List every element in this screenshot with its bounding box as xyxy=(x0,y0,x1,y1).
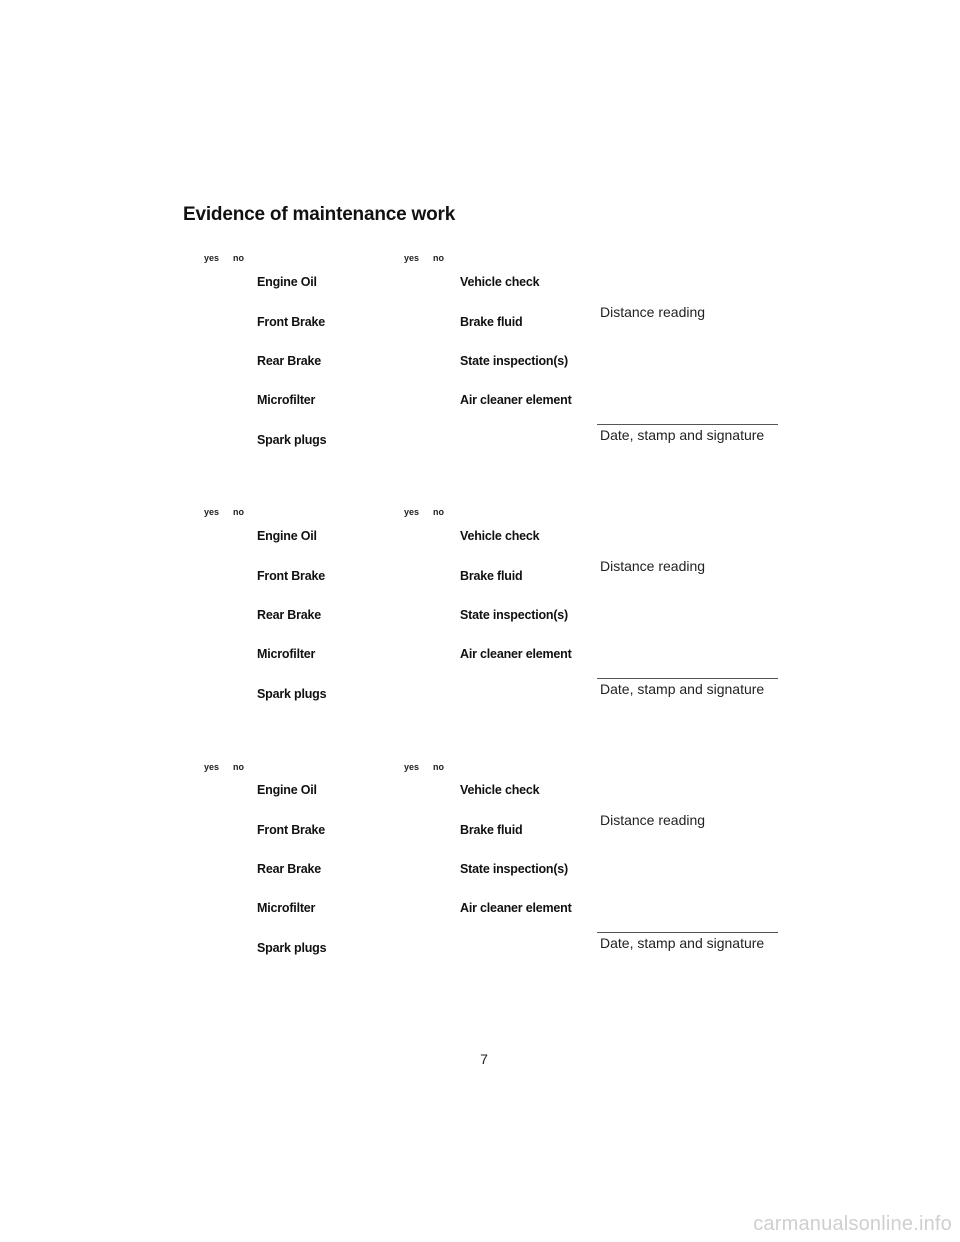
signature-label: Date, stamp and signature xyxy=(600,935,765,951)
item-air-cleaner-element: Air cleaner element xyxy=(460,901,572,915)
item-air-cleaner-element: Air cleaner element xyxy=(460,393,572,407)
right-yes-label: yes xyxy=(404,253,420,263)
item-air-cleaner-element: Air cleaner element xyxy=(460,647,572,661)
item-spark-plugs: Spark plugs xyxy=(257,433,327,447)
left-no-label: no xyxy=(233,762,244,772)
right-yes-label: yes xyxy=(404,507,420,517)
watermark: carmanualsonline.info xyxy=(753,1213,952,1235)
left-yes-label: yes xyxy=(204,253,220,263)
item-state-inspection: State inspection(s) xyxy=(460,608,569,622)
item-front-brake: Front Brake xyxy=(257,315,325,329)
distance-reading-label: Distance reading xyxy=(600,812,706,828)
right-no-label: no xyxy=(433,762,444,772)
item-spark-plugs: Spark plugs xyxy=(257,687,327,701)
item-rear-brake: Rear Brake xyxy=(257,608,322,622)
item-rear-brake: Rear Brake xyxy=(257,354,322,368)
item-brake-fluid: Brake fluid xyxy=(460,823,523,837)
item-brake-fluid: Brake fluid xyxy=(460,569,523,583)
page-number: 7 xyxy=(480,1051,488,1067)
item-microfilter: Microfilter xyxy=(257,901,316,915)
item-front-brake: Front Brake xyxy=(257,823,325,837)
signature-label: Date, stamp and signature xyxy=(600,427,765,443)
right-yes-label: yes xyxy=(404,762,420,772)
item-rear-brake: Rear Brake xyxy=(257,862,322,876)
signature-line xyxy=(597,932,778,933)
right-no-label: no xyxy=(433,253,444,263)
item-brake-fluid: Brake fluid xyxy=(460,315,523,329)
signature-line xyxy=(597,424,778,425)
left-yes-label: yes xyxy=(204,507,220,517)
item-engine-oil: Engine Oil xyxy=(257,275,317,289)
item-engine-oil: Engine Oil xyxy=(257,783,317,797)
signature-line xyxy=(597,678,778,679)
item-vehicle-check: Vehicle check xyxy=(460,783,540,797)
item-microfilter: Microfilter xyxy=(257,393,316,407)
item-state-inspection: State inspection(s) xyxy=(460,862,569,876)
item-engine-oil: Engine Oil xyxy=(257,529,317,543)
item-vehicle-check: Vehicle check xyxy=(460,275,540,289)
left-no-label: no xyxy=(233,253,244,263)
left-no-label: no xyxy=(233,507,244,517)
item-vehicle-check: Vehicle check xyxy=(460,529,540,543)
item-spark-plugs: Spark plugs xyxy=(257,941,327,955)
signature-label: Date, stamp and signature xyxy=(600,681,765,697)
distance-reading-label: Distance reading xyxy=(600,558,706,574)
page-title: Evidence of maintenance work xyxy=(183,204,456,225)
item-state-inspection: State inspection(s) xyxy=(460,354,569,368)
left-yes-label: yes xyxy=(204,762,220,772)
item-front-brake: Front Brake xyxy=(257,569,325,583)
item-microfilter: Microfilter xyxy=(257,647,316,661)
distance-reading-label: Distance reading xyxy=(600,304,706,320)
right-no-label: no xyxy=(433,507,444,517)
